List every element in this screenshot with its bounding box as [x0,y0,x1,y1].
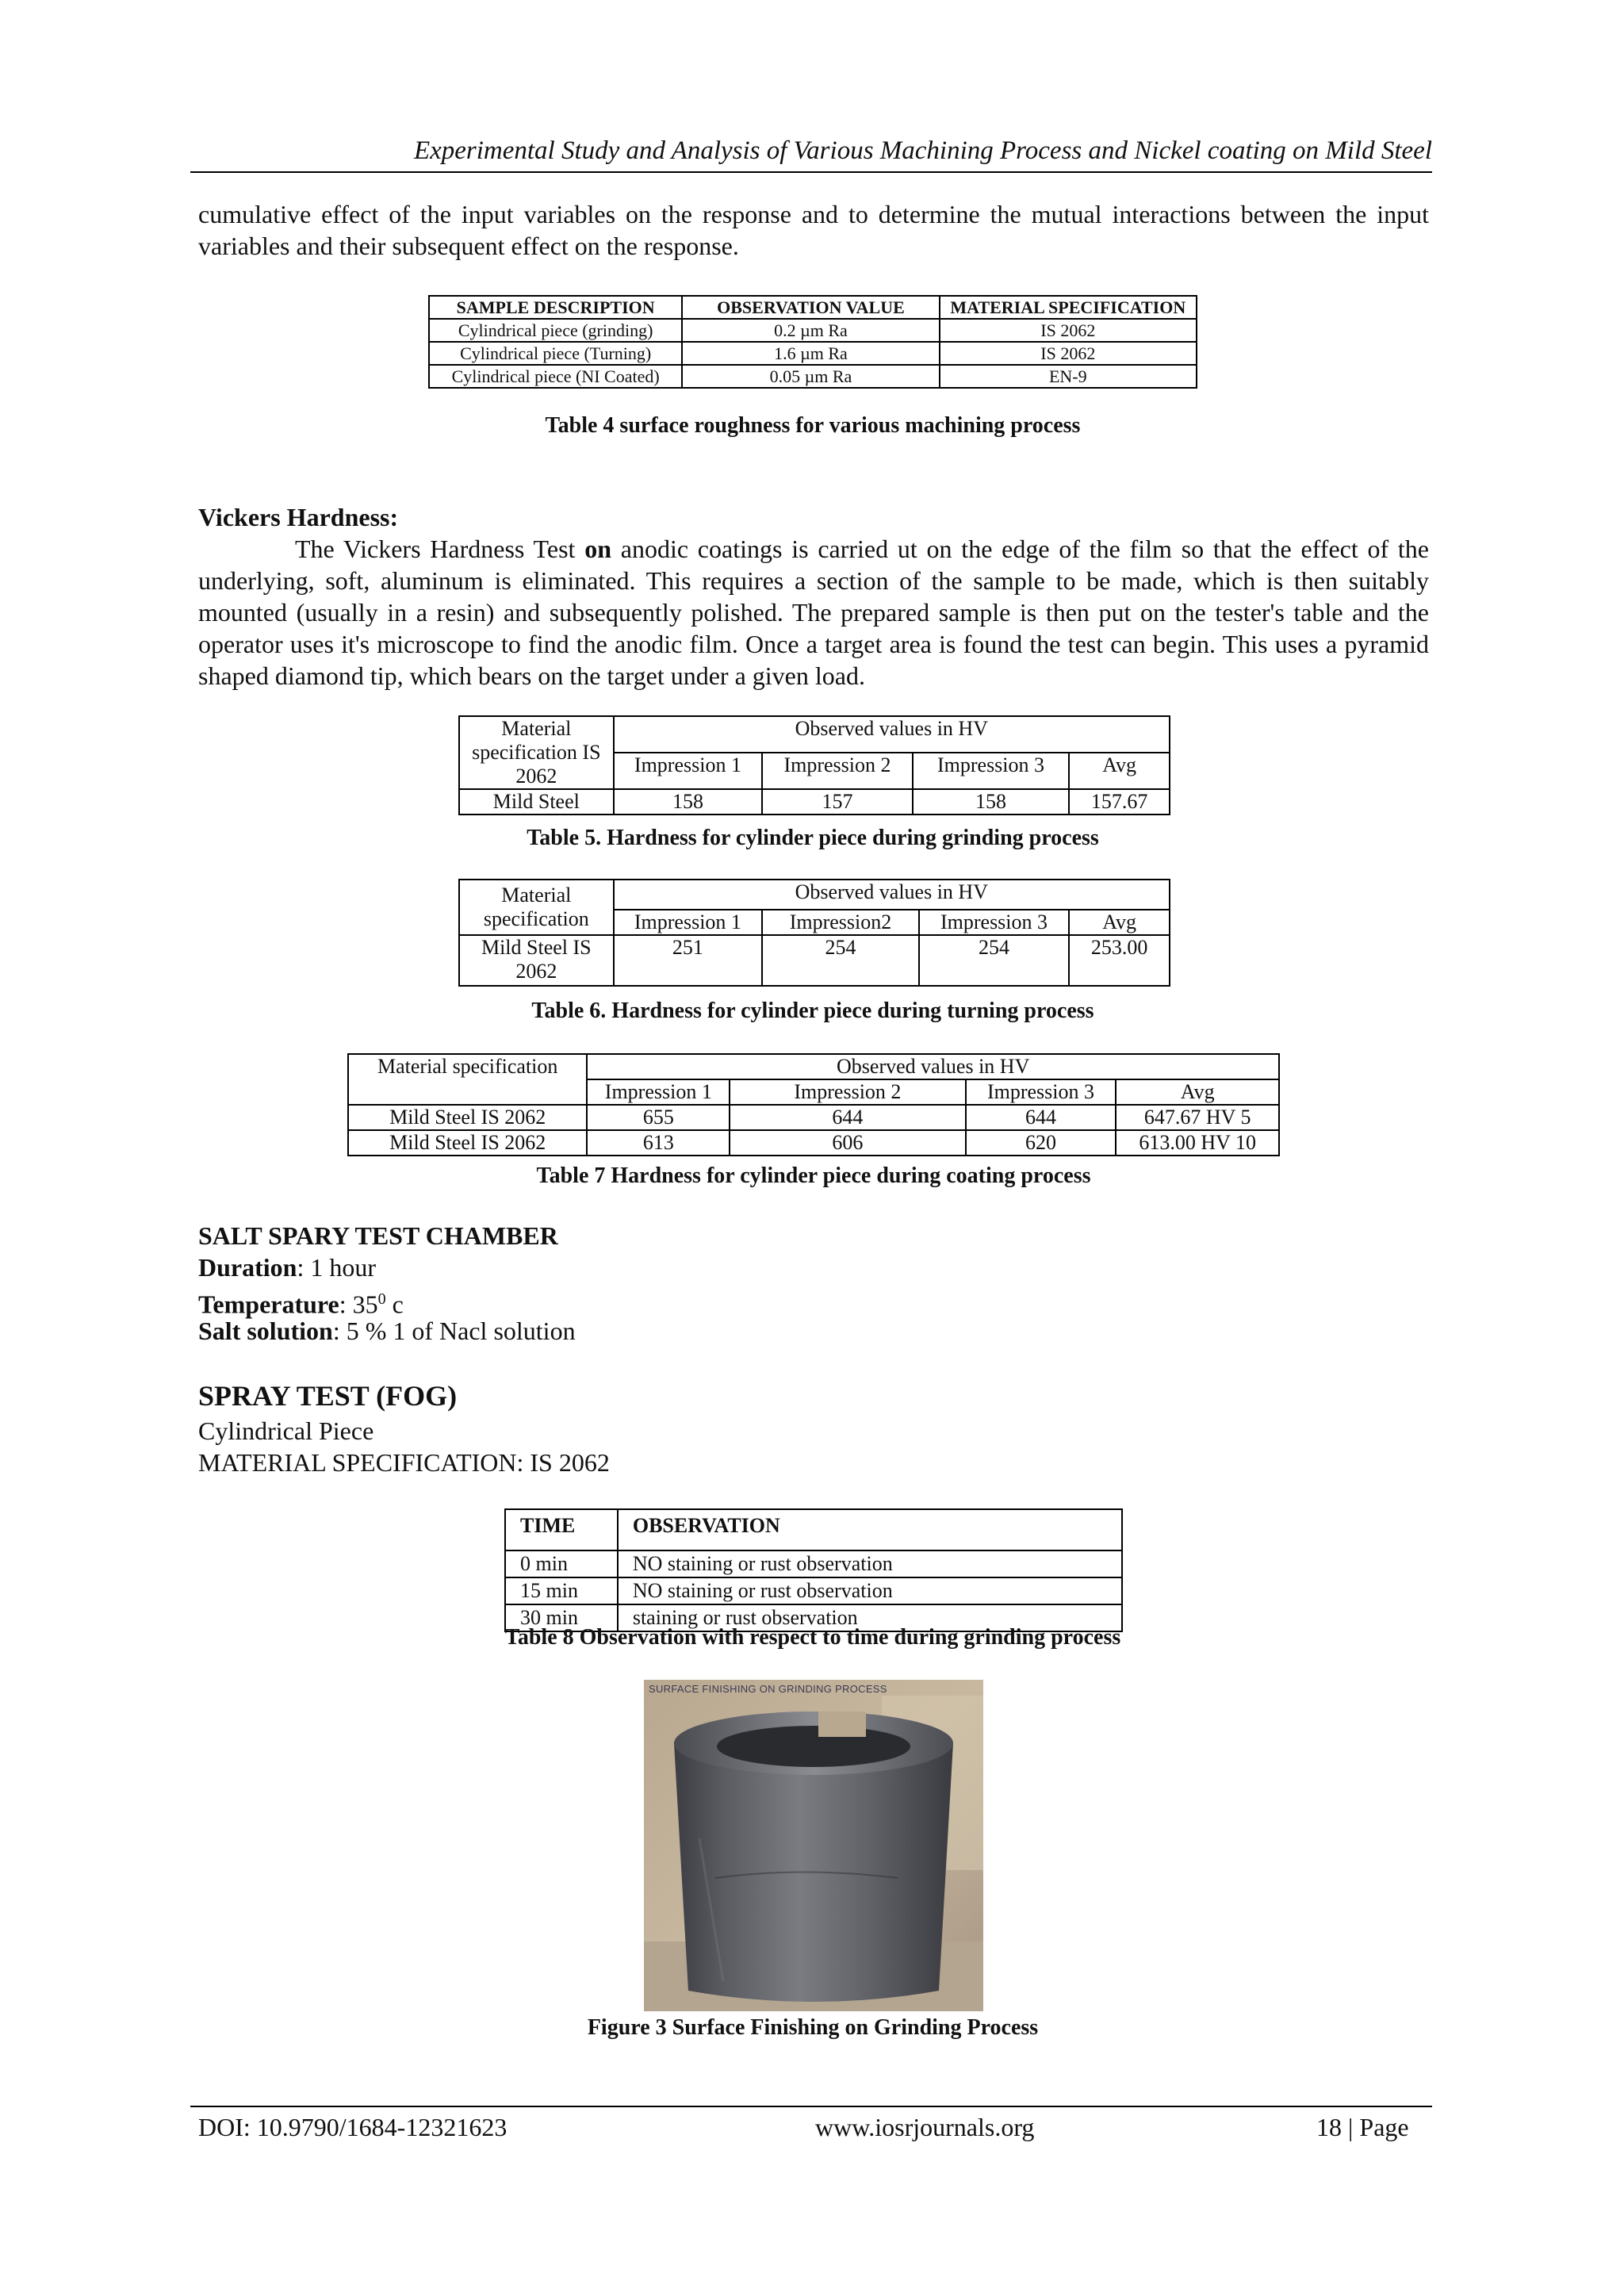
table-header-cell: Avg [1116,1079,1279,1105]
footer-site: www.iosrjournals.org [815,2113,1035,2141]
salt-solution-label: Salt solution [198,1317,333,1345]
table-cell: 0.2 µm Ra [682,319,939,342]
table-cell: 606 [730,1130,965,1156]
table-header-cell: Impression 3 [913,753,1069,789]
vickers-heading: Vickers Hardness: [198,503,399,531]
table-cell: 251 [614,935,763,986]
table-header-cell: Impression 1 [614,910,763,935]
table-row [429,342,1197,365]
table-cell: Mild Steel [459,789,614,815]
footer-rule [190,2106,1432,2107]
table-cell: Mild Steel IS 2062 [348,1130,587,1156]
vickers-text-1: The Vickers Hardness Test [295,535,585,563]
table-cell: 0.05 µm Ra [682,365,939,388]
table-header-cell: SAMPLE DESCRIPTION [429,296,682,319]
table-group-header: Observed values in HV [614,716,1170,753]
salt-temperature-value: : 35 [339,1290,378,1319]
table-header-cell: Avg [1069,910,1170,935]
table-group-header: Observed values in HV [614,880,1170,910]
table-header-cell: Impression2 [762,910,919,935]
salt-duration-label: Duration [198,1253,297,1282]
table-cell: staining or rust observation [618,1604,1122,1631]
table-header-cell: Impression 1 [614,753,763,789]
table-cell: 1.6 µm Ra [682,342,939,365]
salt-solution-value: : 5 % 1 of Nacl solution [332,1317,576,1345]
table-row [505,1550,1122,1577]
table-cell: 157.67 [1069,789,1170,815]
table-row [348,1105,1279,1130]
table-cell: 158 [614,789,763,815]
table-cell: 647.67 HV 5 [1116,1105,1279,1130]
vickers-text-bold: on [584,535,611,563]
table-cell: Cylindrical piece (grinding) [429,319,682,342]
table-group-header: Observed values in HV [587,1054,1279,1079]
salt-solution [198,1315,576,1347]
salt-heading: SALT SPARY TEST CHAMBER [198,1221,558,1250]
table-cell: NO staining or rust observation [618,1577,1122,1604]
table-row [429,365,1197,388]
table-cell: Cylindrical piece (Turning) [429,342,682,365]
table-cell: 15 min [505,1577,618,1604]
table-5 [458,715,1170,815]
table-header-cell: OBSERVATION [618,1509,1122,1550]
table-8-caption: Table 8 Observation with respect to time during grinding process [504,1625,1121,1650]
table-row [505,1577,1122,1604]
table-header-row [459,716,1170,753]
table-cell: 30 min [505,1604,618,1631]
table-header-cell: Impression 3 [919,910,1070,935]
table-4-caption: Table 4 surface roughness for various machining process [545,413,1081,438]
table-7-caption: Table 7 Hardness for cylinder piece during coating process [536,1163,1091,1188]
table-8 [504,1508,1123,1632]
spray-line-2: MATERIAL SPECIFICATION: IS 2062 [198,1448,610,1477]
table-cell: 620 [966,1130,1116,1156]
table-row [459,789,1170,815]
salt-duration [198,1251,376,1283]
table-header-cell: Material specification IS 2062 [459,716,614,789]
figure-3-caption: Figure 3 Surface Finishing on Grinding Process [587,2015,1039,2040]
spray-heading: SPRAY TEST (FOG) [198,1380,458,1412]
table-header-cell: Material specification [348,1054,587,1105]
table-5-caption: Table 5. Hardness for cylinder piece during grinding process [527,826,1099,850]
table-header-cell: Impression 1 [587,1079,730,1105]
table-6-caption: Table 6. Hardness for cylinder piece during turning process [531,999,1094,1023]
table-header-row [505,1509,1122,1550]
table-cell: 613 [587,1130,730,1156]
table-header-row [459,880,1170,910]
table-cell: 655 [587,1105,730,1130]
table-cell: Mild Steel IS 2062 [459,935,614,986]
table-header-cell: Impression 2 [762,753,913,789]
table-cell: Mild Steel IS 2062 [348,1105,587,1130]
table-cell: IS 2062 [940,319,1197,342]
table-cell: Cylindrical piece (NI Coated) [429,365,682,388]
spray-line-1: Cylindrical Piece [198,1416,374,1445]
table-cell: 158 [913,789,1069,815]
header-rule [190,171,1432,173]
vickers-text-2: anodic coatings is carried ut on the edge of the film so that the effect of the underlying, soft, aluminum is eliminated. This requires a section of the sample to be made, which is then suitably mounted (usually in a resin) and subsequently polished. The prepared sample is then put on the tester's table and the operator uses it's microscope to find the anodic film. Once a target area is found the test can begin. This uses a pyramid shaped diamond tip, which bears on the target under a given load. [198,535,1430,690]
table-cell: IS 2062 [940,342,1197,365]
salt-temperature-label: Temperature [198,1290,339,1319]
table-header-row [429,296,1197,319]
intro-paragraph: cumulative effect of the input variables on the response and to determine the mutual interactions between the input variables and their subsequent effect on the response. [198,200,1429,260]
table-header-cell: MATERIAL SPECIFICATION [940,296,1197,319]
table-header-cell: Material specification [459,880,614,935]
table-row [348,1130,1279,1156]
salt-temperature-sup: 0 [377,1290,386,1308]
salt-duration-value: : 1 hour [297,1253,376,1282]
table-6 [458,879,1170,987]
table-row [429,319,1197,342]
table-cell: 253.00 [1069,935,1170,986]
table-header-cell: TIME [505,1509,618,1550]
table-cell: 644 [966,1105,1116,1130]
figure-image-label: SURFACE FINISHING ON GRINDING PROCESS [649,1683,887,1695]
table-header-row [348,1054,1279,1079]
running-head: Experimental Study and Analysis of Various Machining Process and Nickel coating on Mild Steel [413,136,1432,165]
footer-page: 18 | Page [1316,2113,1409,2141]
table-cell: 613.00 HV 10 [1116,1130,1279,1156]
table-cell: EN-9 [940,365,1197,388]
table-cell: 644 [730,1105,965,1130]
figure-3-photo [644,1680,983,2011]
table-cell: NO staining or rust observation [618,1550,1122,1577]
table-row [459,935,1170,986]
table-cell: 254 [919,935,1070,986]
table-header-cell: Avg [1069,753,1170,789]
table-cell: 0 min [505,1550,618,1577]
vickers-paragraph [198,533,1429,692]
cylinder-photo [644,1680,983,2011]
table-header-cell: Impression 3 [966,1079,1116,1105]
table-header-cell: Impression 2 [730,1079,965,1105]
table-cell: 254 [762,935,919,986]
table-cell: 157 [762,789,913,815]
table-7 [347,1053,1280,1156]
table-4 [428,295,1197,389]
footer-doi: DOI: 10.9790/1684-12321623 [198,2113,508,2141]
salt-temperature-unit: c [385,1290,404,1319]
table-header-cell: OBSERVATION VALUE [682,296,939,319]
